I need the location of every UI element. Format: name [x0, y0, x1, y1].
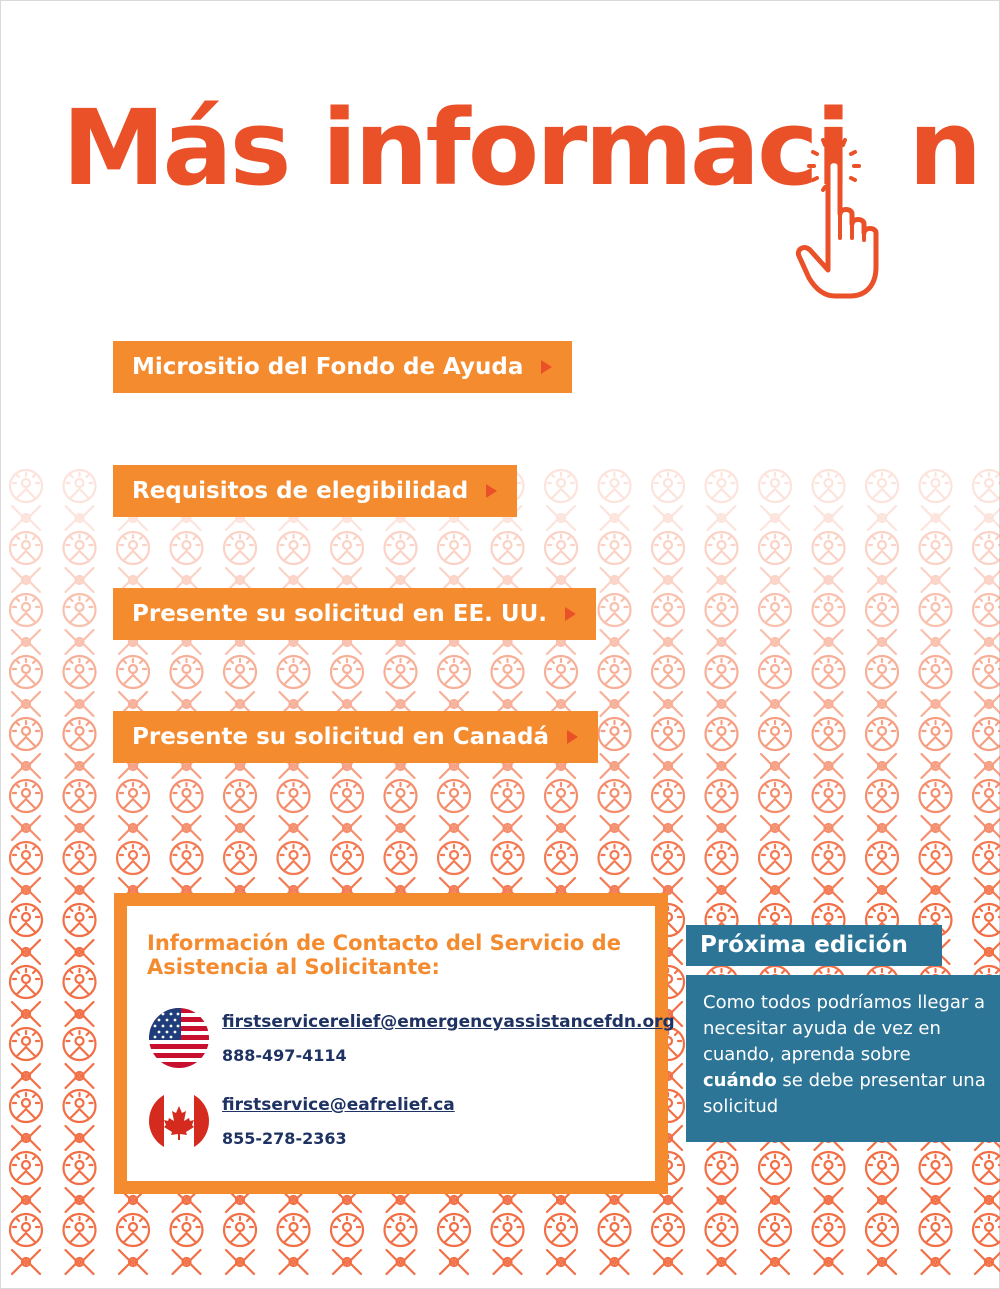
link-label: Requisitos de elegibilidad [132, 478, 469, 504]
pointer-hand-click-icon [795, 132, 907, 308]
link-requisitos-elegibilidad[interactable] [113, 465, 517, 517]
title-part-2: n [908, 87, 980, 209]
canada-flag-icon [149, 1091, 209, 1151]
contact-box [114, 893, 675, 1194]
arrow-right-icon [486, 484, 497, 498]
us-email-link[interactable]: firstservicerelief@emergencyassistancefdn.org [222, 1012, 675, 1032]
link-label: Presente su solicitud en Canadá [132, 724, 550, 750]
next-edition-title: Próxima edición [686, 925, 942, 966]
next-edition-text-2: se debe presentar una solicitud [703, 1070, 986, 1117]
ca-email-link[interactable]: firstservice@eafrelief.ca [222, 1095, 455, 1115]
link-label: Micrositio del Fondo de Ayuda [132, 354, 524, 380]
contact-heading: Información de Contacto del Servicio de Asistencia al Solicitante: [147, 931, 621, 979]
next-edition-body [686, 975, 1000, 1142]
link-solicitud-canada[interactable] [113, 711, 598, 763]
contact-panel [127, 906, 675, 1181]
next-edition-text-bold: cuándo [703, 1070, 777, 1091]
us-flag-icon [149, 1008, 209, 1068]
next-edition-text-1: Como todos podríamos llegar a necesitar ayuda de vez en cuando, aprenda sobre [703, 992, 986, 1065]
arrow-right-icon [565, 607, 576, 621]
us-phone: 888-497-4114 [222, 1046, 347, 1065]
arrow-right-icon [567, 730, 578, 744]
arrow-right-icon [541, 360, 552, 374]
link-micrositio-fondo-ayuda[interactable] [113, 341, 572, 393]
ca-phone: 855-278-2363 [222, 1129, 347, 1148]
link-solicitud-eeuu[interactable] [113, 588, 596, 640]
title-part-1: Más informaci [62, 87, 849, 209]
link-label: Presente su solicitud en EE. UU. [132, 601, 547, 627]
